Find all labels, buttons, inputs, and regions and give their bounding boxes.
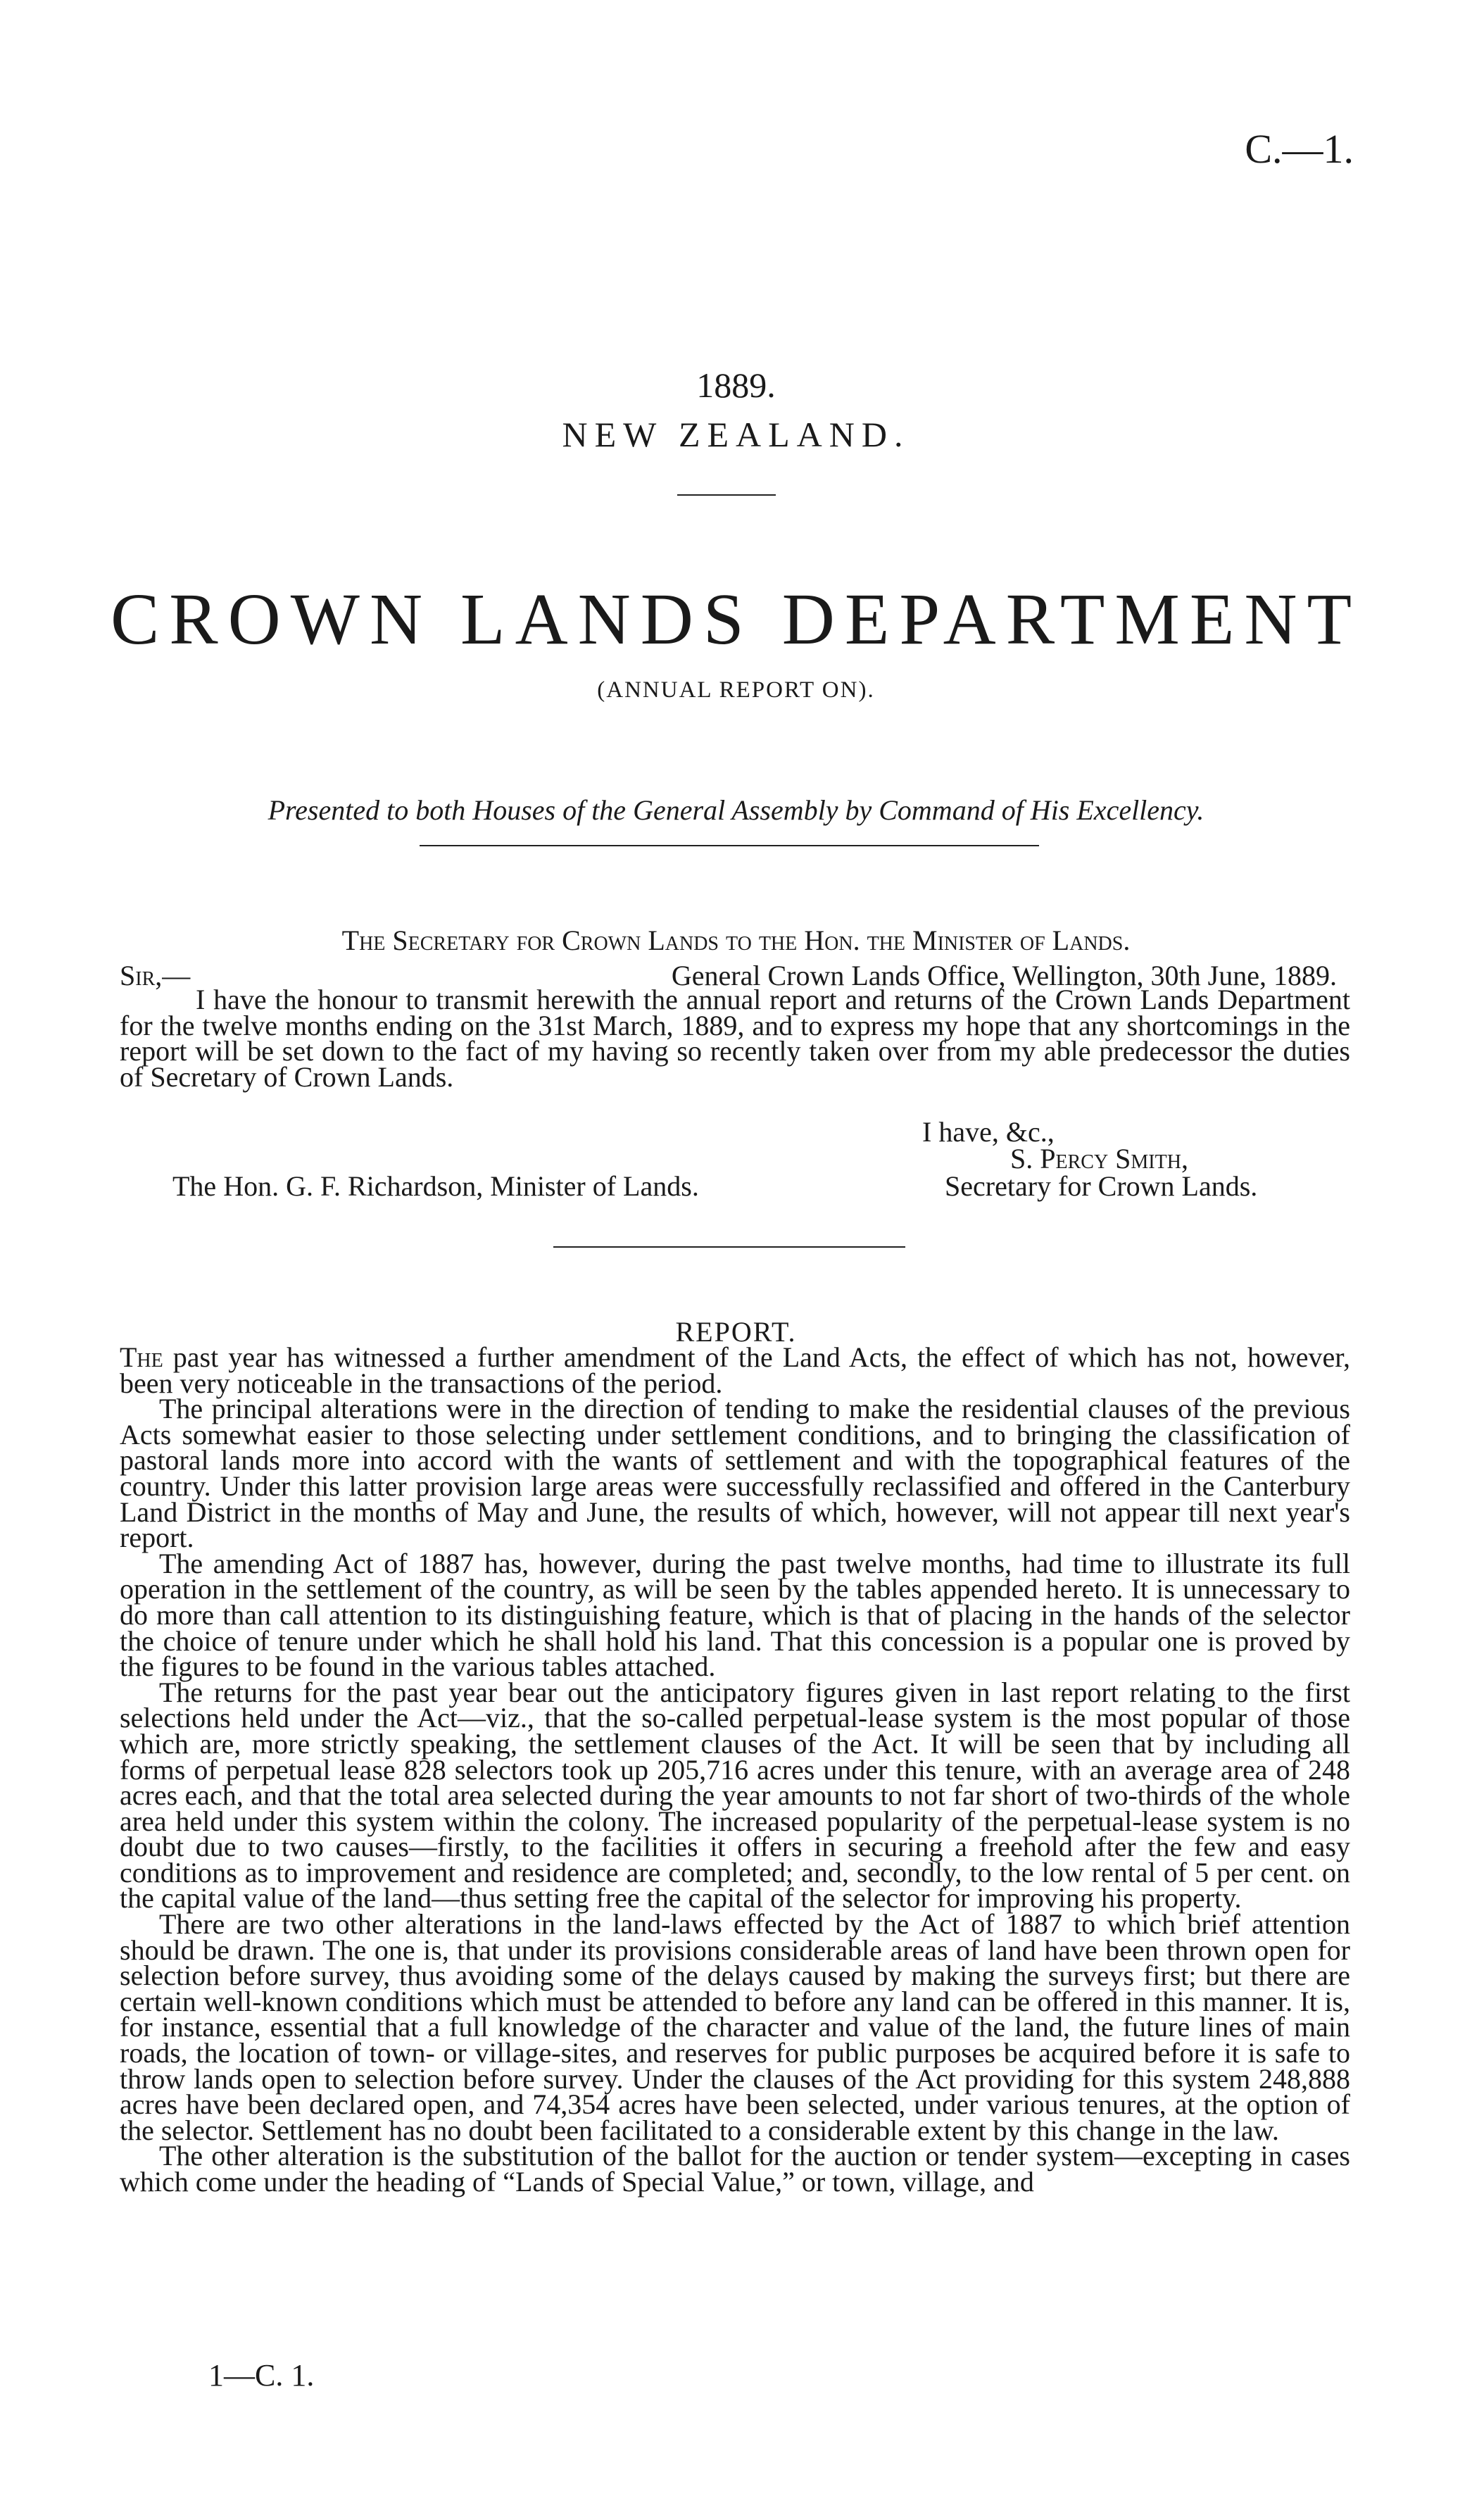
- report-paragraph: The other alteration is the substitution of the ballot for the auction or tender system—excepting in cases which come under the heading of “Lands of Special Value,” or town, village, and: [120, 2140, 1350, 2198]
- letter-closing: I have, &c.,: [922, 1116, 1055, 1148]
- page-signature: 1—C. 1.: [208, 2358, 315, 2393]
- report-paragraph: The amending Act of 1887 has, however, during the past twelve months, had time to illustrate its full operation in the settlement of the country, as will be seen by the tables appended hereto. It is unnecessary to do more than call attention to its distinguishing feature, which is that of placing in the hands of the selector the choice of tenure under which he shall hold his land. That this concession is a popular one is proved by the figures to be found in the various tables attached.: [120, 1547, 1350, 1683]
- letter-signature: S. Percy Smith,: [1010, 1143, 1188, 1174]
- letter-divider: [553, 1246, 905, 1248]
- department-title: CROWN LANDS DEPARTMENT: [110, 579, 1362, 660]
- report-body: [0, 1341, 1472, 2198]
- country-heading: NEW ZEALAND.: [562, 415, 910, 454]
- lead-word: The: [120, 1341, 163, 1373]
- letter-heading: The Secretary for Crown Lands to the Hon. the Minister of Lands.: [341, 924, 1131, 956]
- letter-body: I have the honour to transmit herewith the annual report and returns of the Crown Lands Department for the twelve months ending on the 31st March, 1889, and to express my hope that any shortcomings in the report will be set down to the fact of my having so recently taken over from my able predecessor the duties of Secretary of Crown Lands.: [120, 984, 1350, 1093]
- presentation-line: Presented to both Houses of the General Assembly by Command of His Excellency.: [268, 794, 1204, 826]
- report-paragraph: The principal alterations were in the direction of tending to make the residential clauses of the previous Acts somewhat easier to those selecting under settlement conditions, and to bringing the classification of pastoral lands more into accord with the wants of settlement and with the topographical features of the country. Under this latter provision large areas were successfully reclassified and offered in the Canterbury Land District in the months of May and June, the results of which, however, will not appear till next year's report.: [120, 1393, 1350, 1554]
- document-reference: C.—1.: [1245, 126, 1354, 172]
- report-paragraph: [120, 1341, 1350, 1399]
- letter-addressee: The Hon. G. F. Richardson, Minister of Lands.: [172, 1170, 699, 1202]
- letter-address: General Crown Lands Office, Wellington, 30th June, 1889.: [671, 960, 1337, 991]
- letter-signature-title: Secretary for Crown Lands.: [945, 1170, 1258, 1202]
- report-subtitle: (ANNUAL REPORT ON).: [597, 677, 875, 703]
- report-paragraph: The returns for the past year bear out the anticipatory figures given in last report relating to the first selections held under the Act—viz., that the so-called perpetual-lease system is the most popular of those which are, more strictly speaking, the settlement clauses of the Act. It will be seen that by including all forms of perpetual lease 828 selectors took up 205,716 acres under this tenure, with an average area of 248 acres each, and that the total area selected during the year amounts to not far short of two-thirds of the whole area held under this system within the colony. The increased popularity of the perpetual-lease system is no doubt due to two causes—firstly, to the facilities it offers in securing a freehold after the few and easy conditions as to improvement and residence are completed; and, secondly, to the low rental of 5 per cent. on the capital value of the land—thus setting free the capital of the selector for improving his property.: [120, 1676, 1350, 1914]
- letter-salutation: Sir,—: [120, 960, 191, 991]
- header-divider: [677, 494, 776, 496]
- paragraph-text: past year has witnessed a further amendment of the Land Acts, the effect of which has not, however, been very noticeable in the transactions of the period.: [120, 1341, 1350, 1399]
- presentation-underline: [420, 845, 1039, 846]
- document-year: 1889.: [696, 365, 776, 405]
- report-paragraph: There are two other alterations in the land-laws effected by the Act of 1887 to which brief attention should be drawn. The one is, that under its provisions considerable areas of land have been thrown open for selection before survey, thus avoiding some of the delays caused by making the surveys first; but there are certain well-known conditions which must be attended to before any land can be offered in this manner. It is, for instance, essential that a full knowledge of the character and value of the land, the future lines of main roads, the location of town- or village-sites, and reserves for public purposes be acquired before it is safe to throw lands open to selection before survey. Under the clauses of the Act providing for this system 248,888 acres have been declared open, and 74,354 acres have been selected, under various tenures, at the option of the selector. Settlement has no doubt been facilitated to a considerable extent by this change in the law.: [120, 1908, 1350, 2146]
- report-title: REPORT.: [675, 1316, 797, 1348]
